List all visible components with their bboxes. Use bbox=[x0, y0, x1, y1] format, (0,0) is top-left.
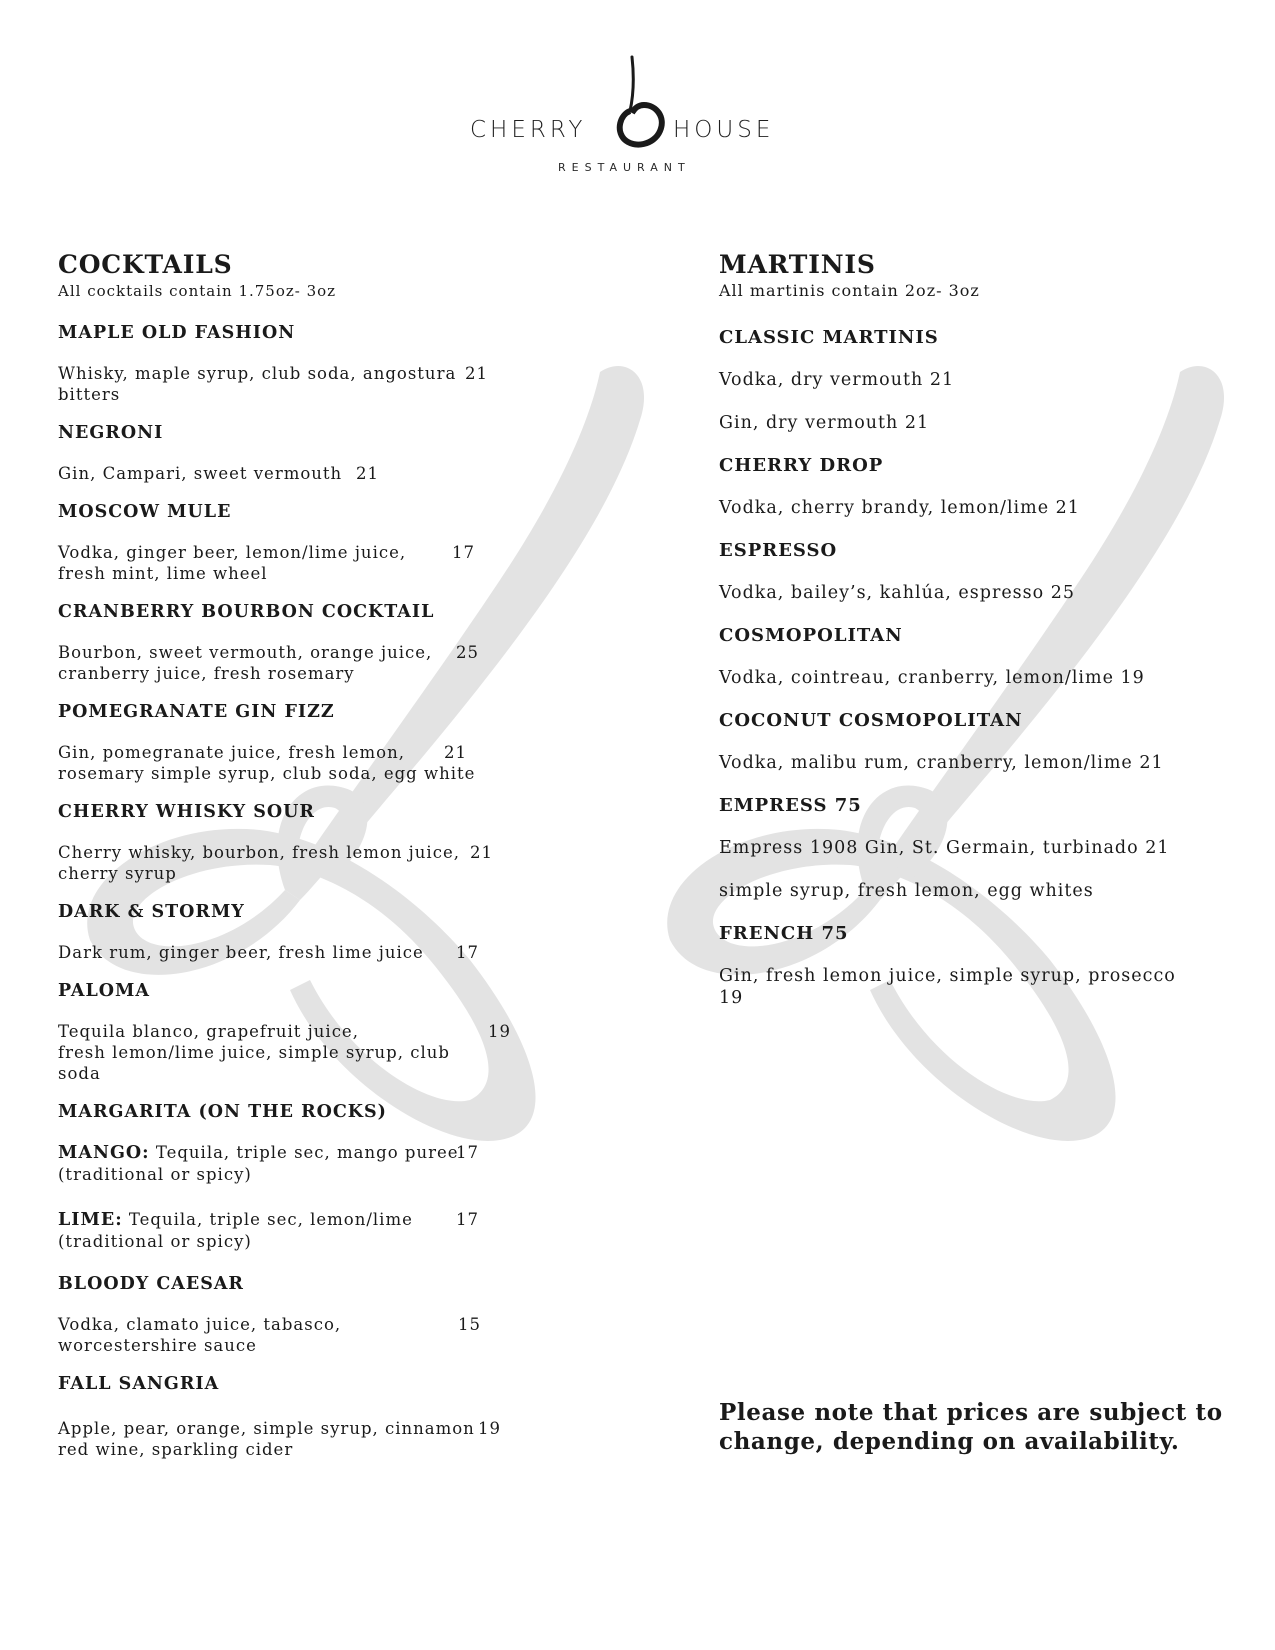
logo-name-left: CHERRY bbox=[470, 117, 587, 143]
cocktails-title: COCKTAILS bbox=[58, 250, 233, 279]
menu-item-name: FALL SANGRIA bbox=[58, 1374, 220, 1394]
menu-item-name: COSMOPOLITAN bbox=[719, 625, 903, 646]
menu-item-name: POMEGRANATE GIN FIZZ bbox=[58, 702, 335, 722]
menu-item-price: 17 bbox=[452, 543, 475, 562]
menu-item-desc: Gin, fresh lemon juice, simple syrup, prosecco 19 bbox=[719, 966, 1176, 1008]
menu-item-desc: Vodka, cointreau, cranberry, lemon/lime 19 bbox=[719, 668, 1145, 688]
menu-item-desc: Vodka, malibu rum, cranberry, lemon/lime 21 bbox=[719, 753, 1164, 773]
logo bbox=[470, 55, 790, 185]
menu-item-desc: Vodka, cherry brandy, lemon/lime 21 bbox=[719, 498, 1080, 518]
menu-item-name: MOSCOW MULE bbox=[58, 502, 232, 522]
menu-item-price: 21 bbox=[465, 364, 488, 383]
menu-item-name: COCONUT COSMOPOLITAN bbox=[719, 710, 1023, 731]
martinis-note: All martinis contain 2oz- 3oz bbox=[719, 281, 980, 300]
menu-item-desc: Tequila blanco, grapefruit juice, 19 fresh lemon/lime juice, simple syrup, club soda bbox=[58, 1022, 511, 1083]
menu-item-price: 19 bbox=[478, 1419, 501, 1438]
menu-item-name: BLOODY CAESAR bbox=[58, 1274, 244, 1294]
menu-item-desc: Empress 1908 Gin, St. Germain, turbinado 21 bbox=[719, 838, 1170, 858]
menu-item-price: 17 bbox=[456, 1210, 479, 1229]
menu-item-name: CHERRY DROP bbox=[719, 455, 884, 476]
menu-item-price: 25 bbox=[456, 643, 479, 662]
martinis-title: MARTINIS bbox=[719, 250, 876, 279]
cocktails-section bbox=[58, 250, 528, 1478]
menu-item-desc: Bourbon, sweet vermouth, orange juice, 25 cranberry juice, fresh rosemary bbox=[58, 643, 479, 683]
menu-item-name: MARGARITA (ON THE ROCKS) bbox=[58, 1102, 387, 1122]
menu-item-desc: Vodka, dry vermouth 21 bbox=[719, 370, 955, 390]
menu-item-name: FRENCH 75 bbox=[719, 923, 849, 944]
menu-item-desc: Vodka, clamato juice, tabasco, 15 worcestershire sauce bbox=[58, 1315, 481, 1355]
menu-item-desc: MANGO: Tequila, triple sec, mango puree 17 (traditional or spicy) bbox=[58, 1143, 479, 1184]
menu-item-name: ESPRESSO bbox=[719, 540, 838, 561]
menu-item-price: 15 bbox=[458, 1315, 481, 1334]
menu-item-price: 19 bbox=[488, 1022, 511, 1041]
menu-item-desc: Gin, pomegranate juice, fresh lemon, 21 rosemary simple syrup, club soda, egg white bbox=[58, 743, 476, 783]
menu-item-name: CLASSIC MARTINIS bbox=[719, 327, 939, 348]
menu-item-name: MAPLE OLD FASHION bbox=[58, 323, 296, 343]
menu-item-name: CHERRY WHISKY SOUR bbox=[58, 802, 315, 822]
menu-item-name: PALOMA bbox=[58, 981, 150, 1001]
menu-item-desc: Apple, pear, orange, simple syrup, cinnamon 19 red wine, sparkling cider bbox=[58, 1419, 501, 1459]
cocktails-note: All cocktails contain 1.75oz- 3oz bbox=[58, 282, 337, 300]
menu-item-desc: LIME: Tequila, triple sec, lemon/lime 17 (traditional or spicy) bbox=[58, 1210, 479, 1251]
menu-item-desc: Gin, dry vermouth 21 bbox=[719, 413, 930, 433]
option-label: LIME: bbox=[58, 1210, 123, 1230]
menu-item-name: NEGRONI bbox=[58, 423, 164, 443]
logo-name-right: HOUSE bbox=[673, 117, 775, 143]
cherry-stem-icon bbox=[610, 55, 670, 155]
menu-item-price: 21 bbox=[470, 843, 493, 862]
menu-item-desc: Vodka, bailey’s, kahlúa, espresso 25 bbox=[719, 583, 1075, 603]
menu-item-desc: Vodka, ginger beer, lemon/lime juice, 17 fresh mint, lime wheel bbox=[58, 543, 475, 583]
menu-item-price: 17 bbox=[456, 1143, 479, 1162]
menu-item-desc: Dark rum, ginger beer, fresh lime juice 17 bbox=[58, 943, 479, 962]
menu-item-price: 17 bbox=[456, 943, 479, 962]
menu-item-price: 21 bbox=[444, 743, 467, 762]
menu-item-desc: Whisky, maple syrup, club soda, angostura 21 bitters bbox=[58, 364, 488, 404]
option-label: MANGO: bbox=[58, 1143, 150, 1163]
menu-item-desc: simple syrup, fresh lemon, egg whites bbox=[719, 881, 1094, 901]
menu-item-name: DARK & STORMY bbox=[58, 902, 245, 922]
menu-item-desc: Gin, Campari, sweet vermouth 21 bbox=[58, 464, 379, 483]
menu-item-price: 21 bbox=[356, 464, 379, 483]
price-disclaimer: Please note that prices are subject to change, depending on availability. bbox=[719, 1399, 1223, 1455]
martinis-section bbox=[719, 250, 1219, 1030]
logo-subtitle: RESTAURANT bbox=[558, 161, 691, 174]
menu-item-name: EMPRESS 75 bbox=[719, 795, 862, 816]
menu-item-desc: Cherry whisky, bourbon, fresh lemon juice, 21 cherry syrup bbox=[58, 843, 493, 883]
menu-item-name: CRANBERRY BOURBON COCKTAIL bbox=[58, 602, 435, 622]
